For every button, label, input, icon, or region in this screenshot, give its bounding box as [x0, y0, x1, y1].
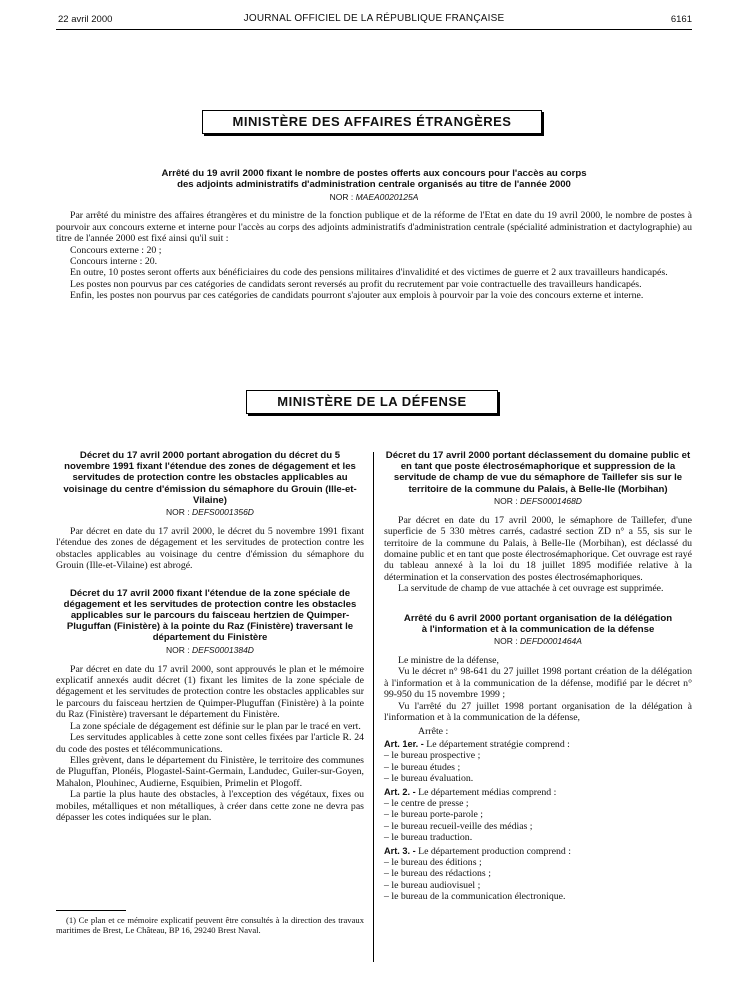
- list-item: – le bureau des éditions ;: [384, 856, 482, 868]
- nor-reference: [56, 507, 364, 517]
- nor-code: DEFS0001356D: [192, 507, 254, 518]
- footnote-rule: [56, 910, 126, 911]
- paragraph: Les servitudes applicables à cette zone sont celles fixées par l'article R. 24 du code des postes et télécommunications.: [56, 732, 364, 755]
- paragraph: Par décret en date du 17 avril 2000, le sémaphore de Taillefer, d'une superficie de 5 330 mètres carrés, cadastré section ZD n° a 55, sis sur le territoire de la commune du Palais, à Belle-Ile (Morbihan), est déclassé du domaine public et en tant que poste électrosémaphorique. Cet ouvrage est rayé du tableau annexé à la loi du 18 juillet 1895 modifiée relative à la détermination et la conservation des postes électrosémaphoriques.: [384, 514, 692, 583]
- paragraph: Concours interne : 20.: [70, 256, 158, 268]
- article-label: Art. 1er. -: [384, 738, 424, 749]
- arrete-mae-section: [56, 168, 692, 302]
- list-item: – le bureau audiovisuel ;: [384, 879, 481, 891]
- paragraph: Enfin, les postes non pourvus par ces catégories de candidats pourront s'ajouter aux emplois à pourvoir par la voie des concours externe et interne.: [70, 290, 644, 302]
- paragraph: Vu le décret n° 98-641 du 27 juillet 1998 portant création de la délégation à l'information et à la communication de la défense, modifié par le décret n° 99-950 du 15 novembre 1999 ;: [384, 666, 692, 701]
- paragraph: Par décret en date du 17 avril 2000, sont approuvés le plan et le mémoire explicatif annexés audit décret (1) fixant les limites de la zone spéciale de dégagement et les servitudes de protection contre les obstacles applicables sur le parcours du faisceau hertzien de Quimper-Pluguffan (Finistère) à la pointe du Raz (Finistère) traversant le département du Finistère.: [56, 663, 364, 721]
- nor-code: MAEA0020125A: [355, 192, 419, 203]
- decret-taillefer: [384, 450, 692, 595]
- decret-title: Décret du 17 avril 2000 portant abrogation du décret du 5 novembre 1991 fixant l'étendue des zones de dégagement et les servitudes de protection contre les obstacles applicables au voisinage du centre d'émission du sémaphore du Grouin (Ille-et-Vilaine): [63, 450, 357, 506]
- header-rule: [56, 29, 692, 30]
- paragraph: La servitude de champ de vue attachée à cet ouvrage est supprimée.: [398, 583, 664, 595]
- list-item: – le centre de presse ;: [384, 797, 469, 809]
- ministry-box-affaires-etrangeres: [202, 110, 542, 134]
- article-text: Le département production comprend :: [418, 845, 571, 857]
- nor-label: NOR :: [494, 636, 518, 647]
- list-item: – le bureau des rédactions ;: [384, 868, 491, 880]
- nor-label: NOR :: [166, 644, 190, 655]
- article-label: Art. 3. -: [384, 845, 416, 856]
- nor-code: DEFS0001384D: [192, 644, 254, 655]
- list-item: – le bureau prospective ;: [384, 750, 481, 762]
- article-1: [384, 739, 692, 750]
- paragraph: Les postes non pourvus par ces catégories de candidats seront reversés au profit du recrutement par voie contractuelle des travailleurs handicapés.: [70, 278, 642, 290]
- list-item: – le bureau traduction.: [384, 832, 473, 844]
- ministry-title: MINISTÈRE DE LA DÉFENSE: [277, 394, 467, 409]
- nor-reference: [384, 636, 692, 646]
- paragraph: La zone spéciale de dégagement est définie sur le plan par le tracé en vert.: [70, 720, 361, 732]
- left-column: [56, 450, 364, 823]
- arrete-title: [56, 168, 692, 190]
- article-text: Le département stratégie comprend :: [426, 738, 570, 750]
- right-column: [384, 450, 692, 903]
- running-header: [0, 10, 748, 28]
- header-date: 22 avril 2000: [58, 14, 113, 25]
- decret-title: Décret du 17 avril 2000 fixant l'étendue de la zone spéciale de dégagement et les servitudes de protection contre les obstacles applicables sur le parcours du faisceau hertzien de Quimper-Pluguffan (Finistère) à la pointe du Raz (Finistère) traversant le département du Finistère: [63, 587, 357, 644]
- article-2: [384, 787, 692, 798]
- paragraph: Concours externe : 20 ;: [70, 244, 162, 256]
- nor-reference: [56, 192, 692, 202]
- arrete-title-line-1: Arrêté du 19 avril 2000 fixant le nombre de postes offerts aux concours pour l'accès au corps: [161, 168, 587, 179]
- ministry-title: MINISTÈRE DES AFFAIRES ÉTRANGÈRES: [232, 114, 512, 129]
- decret-quimper-raz: [56, 588, 364, 824]
- arrete-body: [56, 210, 692, 301]
- arrete-title: Arrêté du 6 avril 2000 portant organisation de la délégation à l'information et à la communication de la défense: [403, 612, 673, 635]
- nor-label: NOR :: [166, 507, 190, 518]
- footnote-section: [56, 910, 364, 935]
- column-separator: [373, 452, 374, 962]
- paragraph: Vu l'arrêté du 27 juillet 1998 portant organisation de la délégation à l'information et à la communication de la défense,: [384, 700, 692, 724]
- paragraph: En outre, 10 postes seront offerts aux bénéficiaires du code des pensions militaires d'invalidité et des victimes de guerre et 2 aux travailleurs handicapés.: [70, 267, 668, 279]
- list-item: – le bureau porte-parole ;: [384, 809, 484, 821]
- header-page-number: 6161: [670, 14, 692, 25]
- arrete-dicod: [384, 613, 692, 903]
- nor-code: DEFD0001464A: [520, 636, 582, 647]
- footnote: (1) Ce plan et ce mémoire explicatif peuvent être consultés à la direction des travaux maritimes de Brest, Le Château, BP 16, 29240 Brest Naval.: [56, 915, 364, 935]
- decret-grouin: [56, 450, 364, 572]
- nor-label: NOR :: [494, 495, 518, 506]
- paragraph: La partie la plus haute des obstacles, à l'exception des végétaux, fixes ou mobiles, métalliques et non métalliques, à créer dans cette zone ne devra pas dépasser les cotes indiquées sur le plan.: [56, 789, 364, 823]
- list-item: – le bureau recueil-veille des médias ;: [384, 820, 533, 832]
- list-item: – le bureau évaluation.: [384, 773, 474, 785]
- list-item: – le bureau de la communication électronique.: [384, 891, 566, 903]
- paragraph: Elles grèvent, dans le département du Finistère, le territoire des communes de Pluguffan, Plonéis, Plogastel-Saint-Germain, Landudec, Guiler-sur-Goyen, Mahalon, Plouhinec, Audierne, Esquibien, Primelin et Plogoff.: [56, 754, 364, 789]
- nor-reference: [56, 645, 364, 655]
- ministry-box-defense: [246, 390, 498, 414]
- paragraph: Par décret en date du 17 avril 2000, le décret du 5 novembre 1991 fixant l'étendue des zones de dégagement et les servitudes de protection contre les obstacles applicables au voisinage du centre d'émission du sémaphore du Grouin (Ille-et-Vilaine) est abrogé.: [56, 526, 364, 572]
- arrete-word: Arrête :: [418, 725, 449, 737]
- article-label: Art. 2. -: [384, 786, 416, 797]
- article-3: [384, 846, 692, 857]
- arrete-title-line-2: des adjoints administratifs d'administration centrale organisés au titre de l'année 2000: [177, 179, 571, 191]
- decret-title: Décret du 17 avril 2000 portant déclassement du domaine public et en tant que poste électrosémaphorique et suppression de la servitude de champ de vue du sémaphore de Taillefer sis sur le territoire de la commune du Palais, à Belle-Ile (Morbihan): [385, 450, 691, 495]
- header-journal-title: JOURNAL OFFICIEL DE LA RÉPUBLIQUE FRANÇAISE: [243, 13, 505, 24]
- paragraph: Par arrêté du ministre des affaires étrangères et du ministre de la fonction publique et de la réforme de l'Etat en date du 19 avril 2000, le nombre de postes à pourvoir aux concours externe et interne pour l'accès au corps des adjoints administratifs d'administration centrale (spécialité administration et dactylographie) au titre de l'année 2000 est fixé ainsi qu'il suit :: [56, 210, 692, 245]
- list-item: – le bureau études ;: [384, 761, 461, 773]
- paragraph: Le ministre de la défense,: [398, 655, 499, 667]
- nor-code: DEFS0001468D: [520, 495, 582, 506]
- nor-reference: [384, 496, 692, 506]
- nor-label: NOR :: [329, 192, 354, 203]
- article-text: Le département médias comprend :: [418, 786, 557, 798]
